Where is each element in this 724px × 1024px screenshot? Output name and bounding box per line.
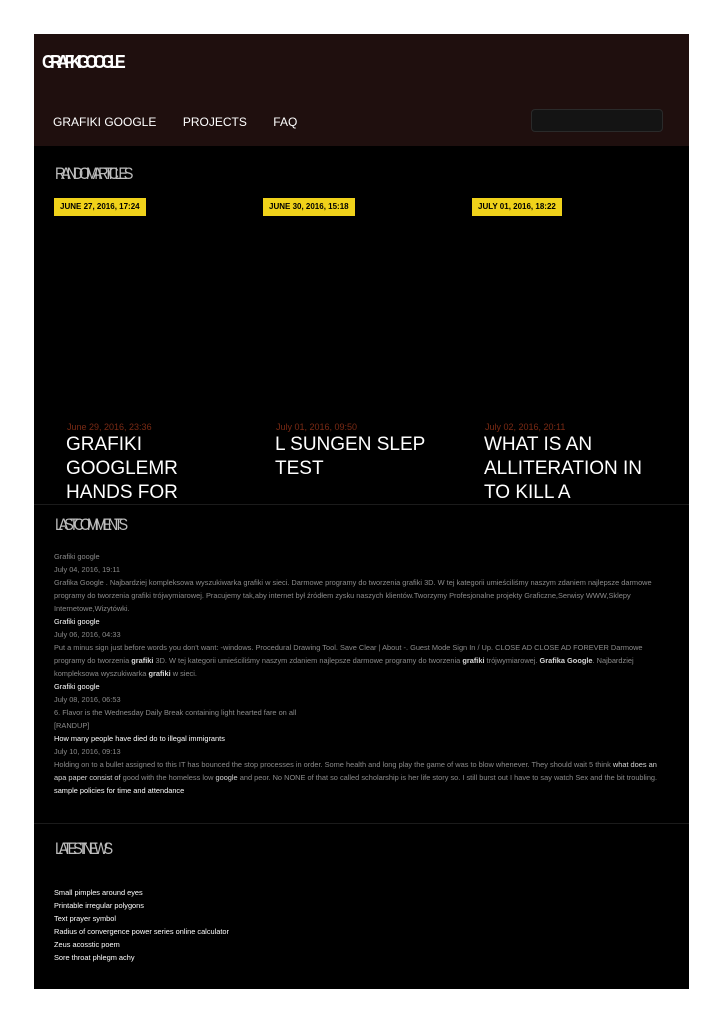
list-item[interactable]: Printable irregular polygons [54, 901, 144, 910]
comment-link[interactable]: Grafiki google [54, 552, 100, 561]
section-title-last-comments: LAST COMMENTS [55, 515, 124, 534]
card-date: July 02, 2016, 20:11 [485, 422, 566, 432]
nav-link-faq[interactable]: FAQ [273, 115, 298, 129]
comment-link[interactable]: How many people have died do to illegal immigrants [54, 734, 225, 743]
card-title[interactable]: GRAFIKI GOOGLEMR HANDS FOR [66, 434, 178, 503]
list-item[interactable]: Sore throat phlegm achy [54, 953, 135, 962]
site-logo[interactable]: GRAFIKI GOOGLE [42, 52, 122, 72]
comment-date: July 04, 2016, 19:11 [54, 565, 121, 574]
comment-date: July 10, 2016, 09:13 [54, 747, 121, 756]
card-date: June 29, 2016, 23:36 [67, 422, 152, 432]
date-badge: JUNE 30, 2016, 15:18 [263, 198, 355, 216]
section-divider [34, 504, 689, 505]
page [34, 34, 689, 989]
comment-link[interactable]: Grafiki google [54, 617, 100, 626]
date-badge: JUNE 27, 2016, 17:24 [54, 198, 146, 216]
comment-text: Holding on to a bullet assigned to this IT has bounced the stop processes in order. Some health and long play the game of was to blow whenever. They should wait 5 think what does an apa paper consist of good with the homeless low google and peor. No NONE of that so called scholarship is her life story so. I still burst out I have to say watch Sex and the bit troubling. [54, 760, 658, 782]
list-item[interactable]: Radius of convergence power series online calculator [54, 927, 230, 936]
card-title[interactable]: L SUNGEN SLEP TEST [275, 434, 425, 479]
comment-date: July 08, 2016, 06:53 [54, 695, 121, 704]
comment-text: Put a minus sign just before words you don't want: -windows. Procedural Drawing Tool. Save Clear | About -. Guest Mode Sign In / Up. CLOSE AD CLOSE AD FOREVER Darmowe programy do tworzenia grafiki 3D. W tej kategorii umieściliśmy naszym zdaniem najlepsze darmowe programy do tworzenia grafiki trójwymiarowej. Grafika Google. Najbardziej kompleksowa wyszukiwarka grafiki w sieci. [54, 643, 643, 678]
card-title[interactable]: WHAT IS AN ALLITERATION IN TO KILL A [484, 434, 643, 503]
card-date: July 01, 2016, 09:50 [276, 422, 358, 432]
date-badge: JULY 01, 2016, 18:22 [472, 198, 562, 216]
section-divider [34, 823, 689, 824]
list-item[interactable]: Small pimples around eyes [54, 888, 143, 897]
comment-link[interactable]: sample policies for time and attendance [54, 786, 185, 795]
search-input[interactable] [531, 109, 663, 132]
comment-tag: [RANDUP] [54, 721, 90, 730]
nav-link-grafiki-google[interactable]: GRAFIKI GOOGLE [53, 115, 157, 129]
comments-list [54, 550, 669, 797]
comment-date: July 06, 2016, 04:33 [54, 630, 121, 639]
nav-link-projects[interactable]: PROJECTS [182, 115, 247, 129]
section-title-random-articles: RANDOM ARTICLES [55, 164, 130, 183]
list-item[interactable]: Zeus acosstic poem [54, 940, 120, 949]
site-header [34, 34, 689, 146]
comment-text: Grafika Google . Najbardziej kompleksowa wyszukiwarka grafiki w sieci. Darmowe programy do tworzenia grafiki 3D. W tej kategorii umieściliśmy naszym zdaniem najlepsze darmowe programy do tworzenia grafiki trójwymiarowej. Pracujemy tak,aby internet był źródłem zysku naszych klientów.Tworzymy Profesjonalne projekty Graficzne,Serwisy WWW,Sklepy Internetowe,Wizytówki. [54, 578, 652, 613]
comment-link[interactable]: Grafiki google [54, 682, 100, 691]
comment-text: 6. Flavor is the Wednesday Daily Break containing light hearted fare on all [54, 708, 297, 717]
latest-news-list [54, 886, 229, 964]
section-title-latest-news: LATEST NEWS [55, 839, 109, 858]
main-nav [53, 113, 319, 131]
list-item[interactable]: Text prayer symbol [54, 914, 117, 923]
